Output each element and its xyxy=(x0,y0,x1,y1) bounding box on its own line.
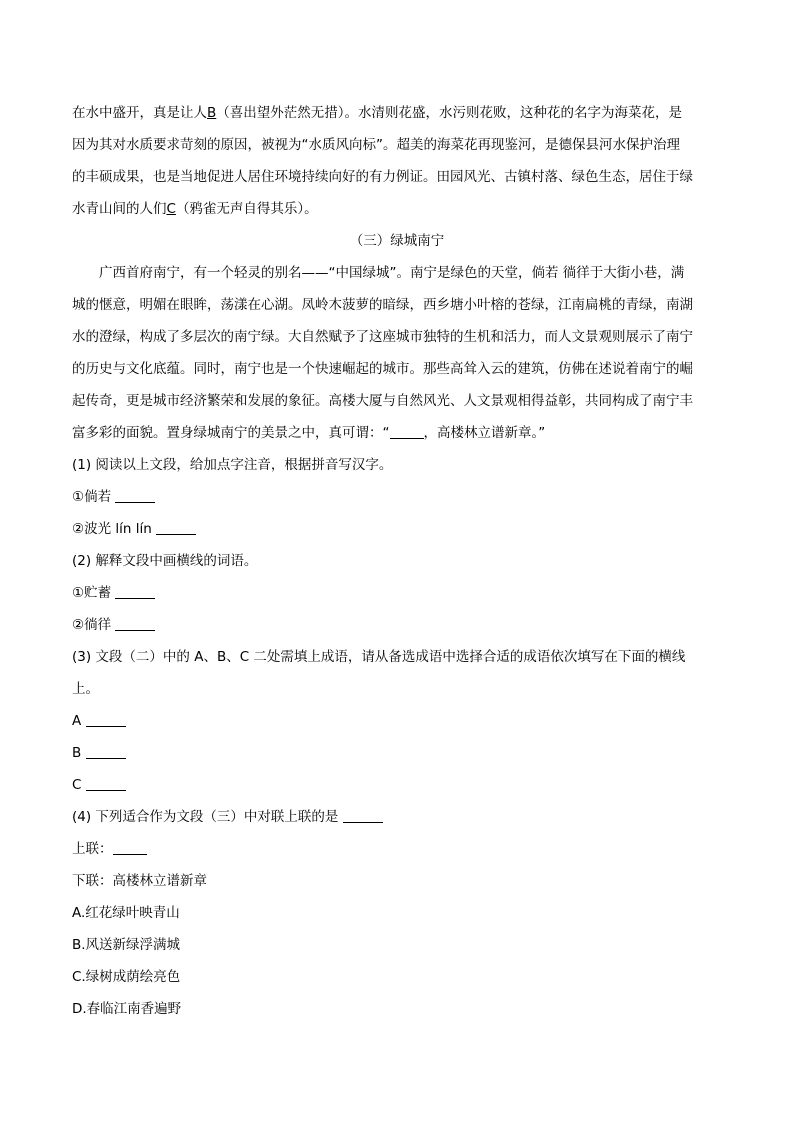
answer-blank[interactable] xyxy=(113,840,147,855)
answer-line: C xyxy=(72,769,722,801)
option-a[interactable]: A.红花绿叶映青山 xyxy=(72,905,180,921)
text-line: 在水中盛开，真是让人B（喜出望外茫然无措）。水清则花盛，水污则花败，这种花的名字为海菜花，是 xyxy=(72,105,683,121)
answer-line: ①倘若 xyxy=(72,481,722,513)
question-prompt: (3) 文段（二）中的 A、B、C 二处需填上成语，请从备选成语中选择合适的成语依次填写在下面的横线 xyxy=(72,649,686,665)
text-line: 的丰硕成果，也是当地促进人居住环境持续向好的有力例证。田园风光、古镇村落、绿色生态，居住于绿 xyxy=(72,169,693,185)
answer-blank[interactable] xyxy=(156,520,196,535)
text-line: 富多彩的面貌。置身绿城南宁的美景之中，真可谓：“ ，高楼林立谱新章。” xyxy=(72,425,546,441)
answer-blank[interactable] xyxy=(86,744,126,759)
answer-line: ①贮蓄 xyxy=(72,577,722,609)
answer-blank[interactable] xyxy=(115,616,155,631)
question-prompt: (1) 阅读以上文段，给加点字注音，根据拼音写汉字。 xyxy=(72,457,393,473)
option-c[interactable]: C.绿树成荫绘亮色 xyxy=(72,969,181,985)
text-line: 因为其对水质要求苛刻的原因，被视为“水质风向标”。超美的海菜花再现鉴河，是德保县河水保护治理 xyxy=(72,137,680,153)
text-line: 的历史与文化底蕴。同时，南宁也是一个快速崛起的城市。那些高耸入云的建筑，仿佛在述说着南宁的崛 xyxy=(72,361,693,377)
passage-2-tail xyxy=(72,97,722,225)
question-1 xyxy=(72,449,722,545)
couplet-lower: 下联：高楼林立谱新章 xyxy=(72,873,207,889)
text-line: 水的澄绿，构成了多层次的南宁绿。大自然赋予了这座城市独特的生机和活力，而人文景观则展示了南宁 xyxy=(72,329,693,345)
answer-blank[interactable] xyxy=(343,808,383,823)
fill-blank[interactable] xyxy=(390,424,424,439)
question-prompt-cont: 上。 xyxy=(72,681,99,697)
text-line: 起传奇，更是城市经济繁荣和发展的象征。高楼大厦与自然风光、人文景观相得益彰，共同构成了南宁丰 xyxy=(72,393,693,409)
blank-label-c: C xyxy=(166,201,176,217)
answer-blank[interactable] xyxy=(86,776,126,791)
blank-label-b: B xyxy=(207,105,217,121)
option-b[interactable]: B.风送新绿浮满城 xyxy=(72,937,181,953)
answer-line: B xyxy=(72,737,722,769)
text-line: 水青山间的人们C（鸦雀无声自得其乐）。 xyxy=(72,201,318,217)
couplet-upper: 上联： xyxy=(72,833,722,865)
answer-blank[interactable] xyxy=(115,488,155,503)
answer-blank[interactable] xyxy=(86,712,126,727)
question-2 xyxy=(72,545,722,641)
answer-line: ②波光 lín lín xyxy=(72,513,722,545)
answer-line: A xyxy=(72,705,722,737)
text-line: 城的惬意，明媚在眼眸，荡漾在心湖。凤岭木菠萝的暗绿，西乡塘小叶榕的苍绿，江南扁桃的青绿，南湖 xyxy=(72,297,693,313)
text-line: 广西首府南宁，有一个轻灵的别名——“中国绿城”。南宁是绿色的天堂，倘若 徜徉于大街小巷，满 xyxy=(99,265,685,281)
question-prompt: (4) 下列适合作为文段（三）中对联上联的是 xyxy=(72,801,722,833)
question-4 xyxy=(72,801,722,1025)
answer-blank[interactable] xyxy=(115,584,155,599)
question-3 xyxy=(72,641,722,801)
document-page xyxy=(72,97,722,1025)
question-prompt: (2) 解释文段中画横线的词语。 xyxy=(72,553,258,569)
option-d[interactable]: D.春临江南香遍野 xyxy=(72,1001,182,1017)
passage-3-title: （三）绿城南宁 xyxy=(349,233,445,249)
passage-3-body xyxy=(72,257,722,449)
answer-line: ②徜徉 xyxy=(72,609,722,641)
